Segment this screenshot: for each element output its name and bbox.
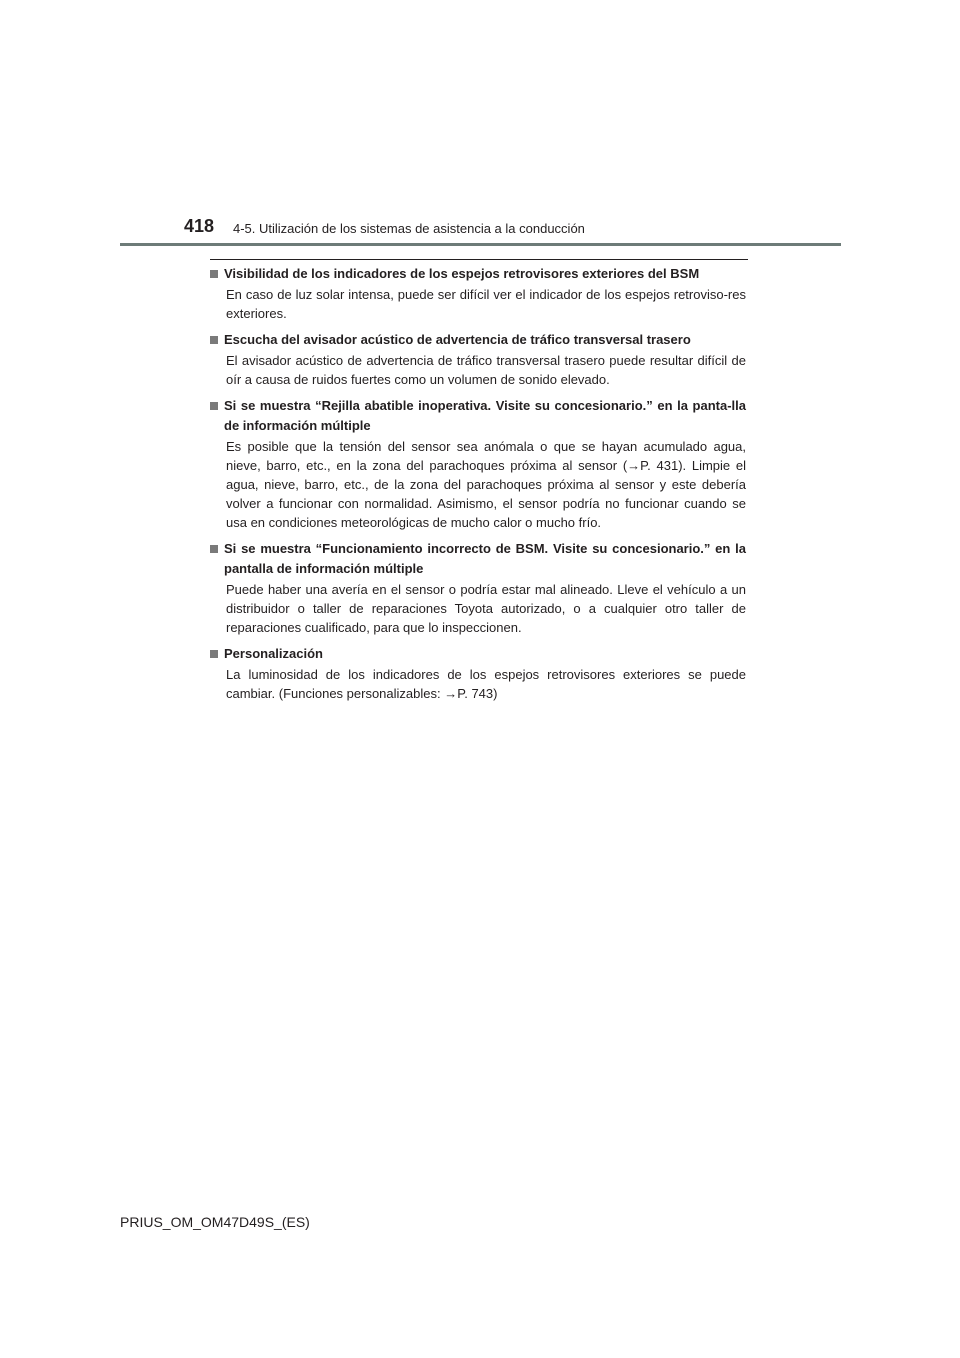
content-rule (210, 259, 748, 260)
note-heading (210, 539, 746, 579)
note-heading-text: Escucha del avisador acústico de advertencia de tráfico transversal trasero (224, 332, 691, 347)
note-heading-text: Personalización (224, 646, 323, 661)
note-heading-text: Visibilidad de los indicadores de los espejos retrovisores exteriores del BSM (224, 266, 700, 281)
note-item (210, 264, 746, 323)
note-item (210, 644, 746, 703)
square-bullet-icon (210, 402, 218, 410)
square-bullet-icon (210, 650, 218, 658)
document-code: PRIUS_OM_OM47D49S_(ES) (120, 1214, 310, 1230)
header-rule (120, 243, 841, 246)
square-bullet-icon (210, 336, 218, 344)
note-heading-text: Si se muestra “Rejilla abatible inoperativa. Visite su concesionario.” en la panta-lla de información múltiple (224, 398, 746, 433)
square-bullet-icon (210, 545, 218, 553)
note-item (210, 396, 746, 532)
note-item (210, 330, 746, 389)
square-bullet-icon (210, 270, 218, 278)
note-body: En caso de luz solar intensa, puede ser difícil ver el indicador de los espejos retroviso-res exteriores. (226, 287, 746, 321)
note-heading (210, 330, 746, 350)
section-title: 4-5. Utilización de los sistemas de asistencia a la conducción (233, 221, 585, 236)
content-area (210, 264, 746, 710)
note-heading (210, 264, 746, 284)
note-body: Puede haber una avería en el sensor o podría estar mal alineado. Lleve el vehículo a un distribuidor o taller de reparaciones Toyota autorizado, o a cualquier otro taller de reparaciones cualificado, para que lo inspeccionen. (226, 582, 746, 635)
note-heading (210, 644, 746, 664)
note-body: Es posible que la tensión del sensor sea anómala o que se hayan acumulado agua, nieve, barro, etc., en la zona del parachoques próxima al sensor (→P. 431). Limpie el agua, nieve, barro, etc., de la zona del parachoques próxima al sensor y este debería volver a funcionar con normalidad. Asimismo, el sensor podría no funcionar cuando se usa en condiciones meteorológicas de mucho calor o mucho frío. (226, 439, 746, 530)
page-number: 418 (184, 216, 215, 236)
note-heading (210, 396, 746, 436)
note-body: El avisador acústico de advertencia de tráfico transversal trasero puede resultar difícil de oír a causa de ruidos fuertes como un volumen de sonido elevado. (226, 353, 746, 387)
note-body: La luminosidad de los indicadores de los espejos retrovisores exteriores se puede cambiar. (Funciones personalizables: →P. 743) (226, 667, 746, 701)
note-item (210, 539, 746, 637)
note-heading-text: Si se muestra “Funcionamiento incorrecto de BSM. Visite su concesionario.” en la pantalla de información múltiple (224, 541, 746, 576)
